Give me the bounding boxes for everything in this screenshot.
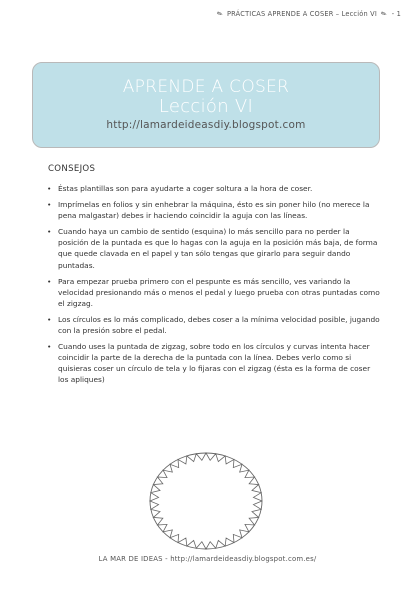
bullet: •: [47, 200, 52, 210]
pencil-icon: ✎: [379, 9, 389, 19]
title-url: http://lamardeideasdiy.blogspot.com: [106, 119, 306, 131]
page-footer: LA MAR DE IDEAS - http://lamardeideasdiy.blogspot.com.es/: [98, 555, 317, 563]
bullet: •: [47, 184, 52, 193]
list-item: [44, 183, 380, 194]
bullet: •: [47, 342, 52, 352]
tip-text: Éstas plantillas son para ayudarte a coger soltura a la hora de coser.: [58, 184, 313, 193]
tip-text: Para empezar prueba primero con el pespunte es más sencillo, ves variando la velocidad presionando más o menos el pedal y luego prueba con otras puntadas como el zigzag.: [58, 276, 380, 308]
list-item: [44, 276, 380, 309]
bullet: •: [47, 276, 52, 286]
tip-text: Cuando haya un cambio de sentido (esquina) lo más sencillo para no perder la posición de la puntada es que lo hagas con la aguja en la posición más baja, de forma que quede clavada en el papel y tan sólo tengas que girarlo para seguir dando puntadas.: [58, 227, 378, 270]
tip-text: Imprímelas en folios y sin enhebrar la máquina, ésto es sin poner hilo (no merece la pena malgastar) debes ir haciendo coincidir la aguja con las líneas.: [58, 200, 370, 221]
list-item: [44, 314, 380, 336]
tip-text: Los círculos es lo más complicado, debes coser a la mínima velocidad posible, jugando con la presión sobre el pedal.: [58, 314, 380, 336]
list-item: [44, 341, 380, 385]
bullet: •: [47, 227, 52, 237]
header-text: PRÁCTICAS APRENDE A COSER – Lección VI: [226, 10, 378, 18]
bullet: •: [47, 314, 52, 324]
tips-list: [44, 183, 380, 391]
page-header: [215, 10, 401, 18]
section-title: CONSEJOS: [48, 164, 96, 174]
title-lesson: Lección VI: [158, 96, 254, 117]
list-item: [44, 199, 380, 221]
title-box: [32, 62, 380, 148]
page-number: - 1: [391, 10, 401, 18]
list-item: [44, 226, 380, 270]
zigzag-circle-icon: [145, 450, 267, 552]
circle-outline: [150, 453, 262, 549]
tip-text: Cuando uses la puntada de zigzag, sobre todo en los círculos y curvas intenta hacer coincidir la parte de la derecha de la puntada con la línea. Debes verlo como si quisieras coser un círculo de tela y lo fijaras con el zigzag (ésta es la forma de coser los apliques): [58, 342, 371, 385]
pencil-icon: ✎: [215, 9, 225, 19]
title-main: APRENDE A COSER: [122, 77, 290, 97]
zigzag-line: [150, 453, 262, 549]
zigzag-circle-template: [145, 450, 267, 552]
